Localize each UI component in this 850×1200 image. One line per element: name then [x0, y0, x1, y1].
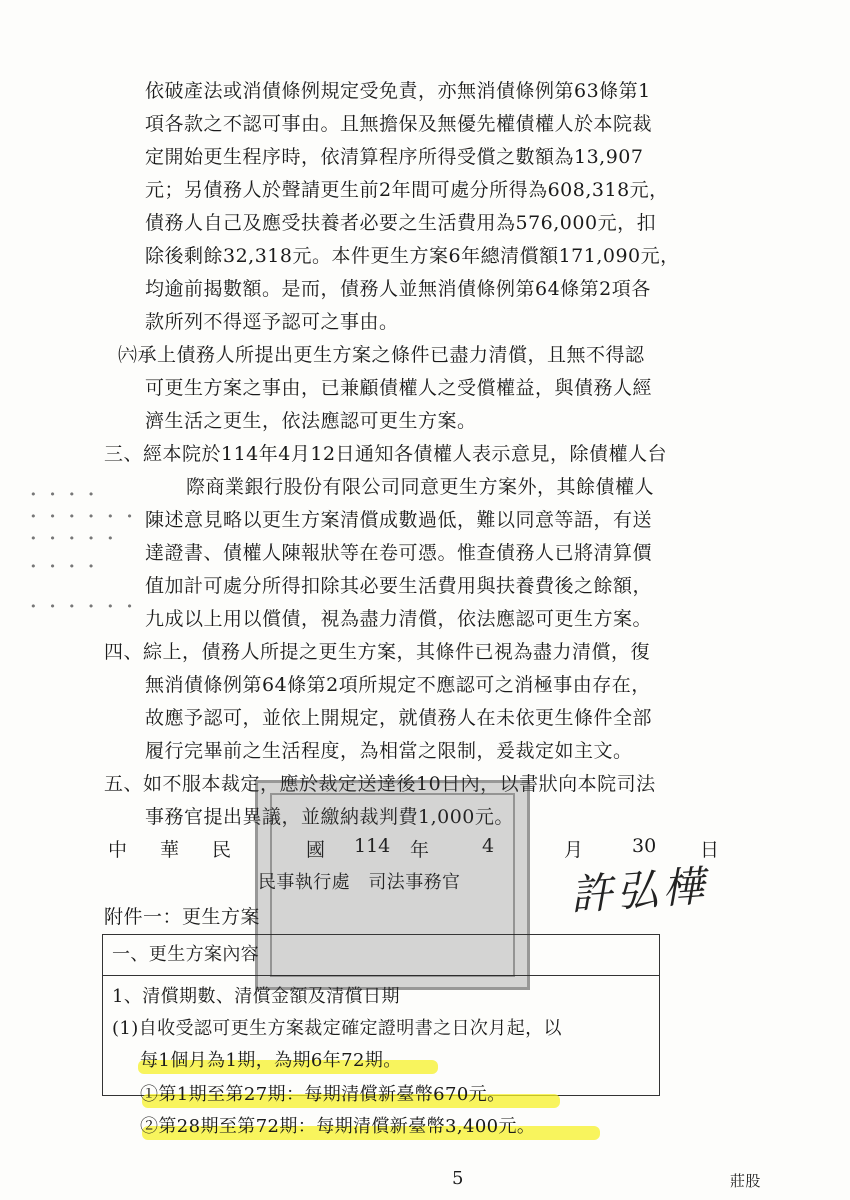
body-line: 履行完畢前之生活程度，為相當之限制，爰裁定如主文。 — [145, 740, 633, 762]
section-5-line: 五、如不服本裁定，應於裁定送達後10日內，以書狀向本院司法 — [104, 773, 656, 795]
margin-dots: • • • • • • — [30, 510, 136, 523]
body-line: 達證書、債權人陳報狀等在卷可憑。惟查債務人已將清算價 — [145, 542, 653, 564]
body-line: 債務人自己及應受扶養者必要之生活費用為576,000元，扣 — [145, 212, 657, 234]
body-line: 值加計可處分所得扣除其必要生活費用與扶養費後之餘額， — [145, 575, 653, 597]
body-line: 無消債條例第64條第2項所規定不應認可之消極事由存在， — [145, 674, 651, 696]
date-day-unit: 日 — [700, 839, 720, 861]
body-line: 款所列不得逕予認可之事由。 — [145, 311, 399, 333]
margin-dots: • • • • — [30, 560, 98, 573]
box-item: 每1個月為1期，為期6年72期。 — [140, 1050, 402, 1071]
section-4-line: 四、綜上，債務人所提之更生方案，其條件已視為盡力清償，復 — [104, 641, 651, 663]
date-char: 中 — [108, 839, 128, 861]
date-char: 國 — [306, 839, 326, 861]
date-char: 民 — [212, 839, 232, 861]
body-line: 項各款之不認可事由。且無擔保及無優先權債權人於本院裁 — [145, 113, 653, 135]
box-item: ①第1期至第27期：每期清償新臺幣670元。 — [140, 1084, 506, 1105]
page-number: 5 — [452, 1168, 464, 1189]
box-item: 1、清償期數、清償金額及清償日期 — [112, 986, 400, 1007]
footer-mark: 莊股 — [730, 1172, 761, 1190]
body-line: 故應予認可，並依上開規定，就債務人在未依更生條件全部 — [145, 707, 653, 729]
body-line: 陳述意見略以更生方案清償成數過低，難以同意等語，有送 — [145, 509, 653, 531]
paragraph-6-line: ㈥承上債務人所提出更生方案之條件已盡力清償，且無不得認 — [118, 344, 645, 366]
date-year: 114 — [354, 835, 391, 857]
body-line: 元；另債務人於聲請更生前2年間可處分所得為608,318元， — [145, 179, 669, 201]
box-item: (1)自收受認可更生方案裁定確定證明書之日次月起，以 — [112, 1018, 562, 1039]
body-line: 九成以上用以償債，視為盡力清償，依法應認可更生方案。 — [145, 608, 653, 630]
seal-inner-border — [270, 793, 515, 977]
body-line: 依破產法或消債條例規定受免責，亦無消債條例第63條第1 — [145, 80, 651, 102]
margin-dots: • • • • — [30, 488, 98, 501]
margin-dots: • • • • • • — [30, 600, 136, 613]
signature: 許弘樺 — [568, 861, 710, 920]
date-month: 4 — [482, 835, 495, 857]
body-line: 濟生活之更生，依法應認可更生方案。 — [145, 410, 477, 432]
body-line: 定開始更生程序時，依清算程序所得受償之數額為13,907 — [145, 146, 644, 168]
office-title: 民事執行處 司法事務官 — [258, 872, 461, 893]
body-line: 際商業銀行股份有限公司同意更生方案外，其餘債權人 — [186, 476, 655, 498]
body-line: 事務官提出異議，並繳納裁判費1,000元。 — [145, 806, 514, 828]
box-section-title: 一、更生方案內容 — [112, 944, 260, 965]
body-line: 除後剩餘32,318元。本件更生方案6年總清償額171,090元， — [145, 245, 680, 267]
box-item: ②第28期至第72期：每期清償新臺幣3,400元。 — [140, 1116, 536, 1137]
body-line: 可更生方案之事由，已兼顧債權人之受償權益，與債務人經 — [145, 377, 653, 399]
official-seal — [255, 780, 530, 990]
body-line: 均逾前揭數額。是而，債務人並無消債條例第64條第2項各 — [145, 278, 651, 300]
date-day: 30 — [632, 835, 657, 857]
attachment-title: 附件一：更生方案 — [104, 906, 261, 928]
date-char: 華 — [160, 839, 180, 861]
section-3-line: 三、經本院於114年4月12日通知各債權人表示意見，除債權人台 — [104, 443, 668, 465]
margin-dots: • • • • • — [30, 532, 117, 545]
date-year-unit: 年 — [410, 839, 430, 861]
date-month-unit: 月 — [564, 839, 584, 861]
